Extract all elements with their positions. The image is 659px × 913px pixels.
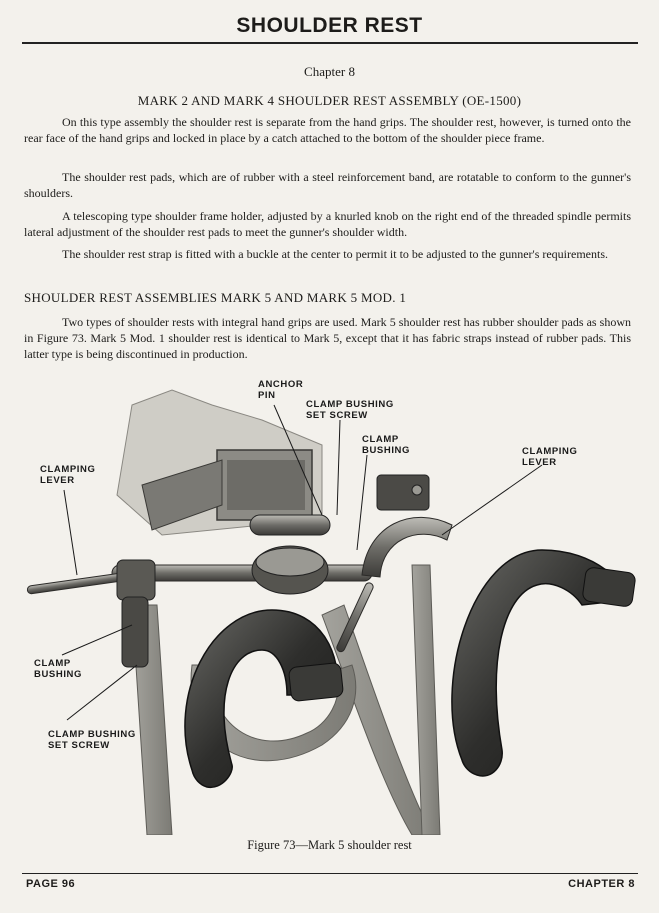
section-heading-mark5: SHOULDER REST ASSEMBLIES MARK 5 AND MARK 5 MOD. 1 [24, 290, 407, 305]
callout-clamp-bushing-top: CLAMP BUSHING [362, 434, 411, 456]
callout-clamp-bushing-set-screw-bottom: CLAMP BUSHING SET SCREW [48, 729, 136, 751]
header-rule [22, 42, 638, 44]
left-pad-cap [288, 662, 343, 701]
chapter-label: Chapter 8 [304, 64, 355, 79]
right-strap-drop [412, 565, 440, 835]
left-hand-grip [122, 597, 148, 667]
paragraph-2: The shoulder rest pads, which are of rubber with a steel reinforcement band, are rotatable to conform to the gunner's shoulders. [24, 170, 631, 200]
right-tube [362, 517, 452, 577]
callout-anchor-pin: ANCHOR PIN [258, 379, 304, 401]
clamping-lever-left-rod [27, 573, 122, 594]
paragraph-3: A telescoping type shoulder frame holder, adjusted by a knurled knob on the right end of the threaded spindle permits lateral adjustment of the shoulder rest pads to meet the gunner's shoulder width. [24, 209, 631, 239]
section-heading-mark2-mark4: MARK 2 AND MARK 4 SHOULDER REST ASSEMBLY (OE-1500) [137, 93, 522, 108]
page-number: PAGE 96 [26, 878, 76, 890]
paragraph-5: Two types of shoulder rests with integral hand grips are used. Mark 5 shoulder rest has rubber shoulder pads as shown in Figure 73. Mark 5 Mod. 1 shoulder rest is identical to Mark 5, except that it has fabric straps instead of rubber pads. This latter type is being discontinued in production. [24, 315, 631, 361]
paragraph-1: On this type assembly the shoulder rest is separate from the hand grips. The shoulder rest, however, is turned onto the rear face of the hand grips and locked in place by a catch attached to the bottom of the shoulder piece frame. [24, 115, 631, 145]
left-clamp-bushing [117, 560, 155, 600]
paragraph-4: The shoulder rest strap is fitted with a buckle at the center to permit it to be adjusted to the gunner's requirements. [62, 247, 609, 261]
callout-clamping-lever-left: CLAMPING LEVER [40, 464, 96, 486]
callout-clamp-bushing-left: CLAMP BUSHING [34, 658, 83, 680]
callout-clamp-bushing-set-screw-top: CLAMP BUSHING SET SCREW [306, 399, 394, 421]
footer-chapter: CHAPTER 8 [568, 878, 635, 890]
callout-clamping-lever-right: CLAMPING LEVER [522, 446, 578, 468]
figure-caption: Figure 73—Mark 5 shoulder rest [247, 838, 412, 852]
shoulder-rest-illustration [22, 365, 638, 835]
footer-rule [22, 873, 638, 874]
running-head: SHOULDER REST [236, 14, 423, 37]
anchor-pin-sleeve [250, 515, 330, 535]
figure-73 [22, 365, 638, 835]
right-pad-cap [582, 567, 636, 608]
